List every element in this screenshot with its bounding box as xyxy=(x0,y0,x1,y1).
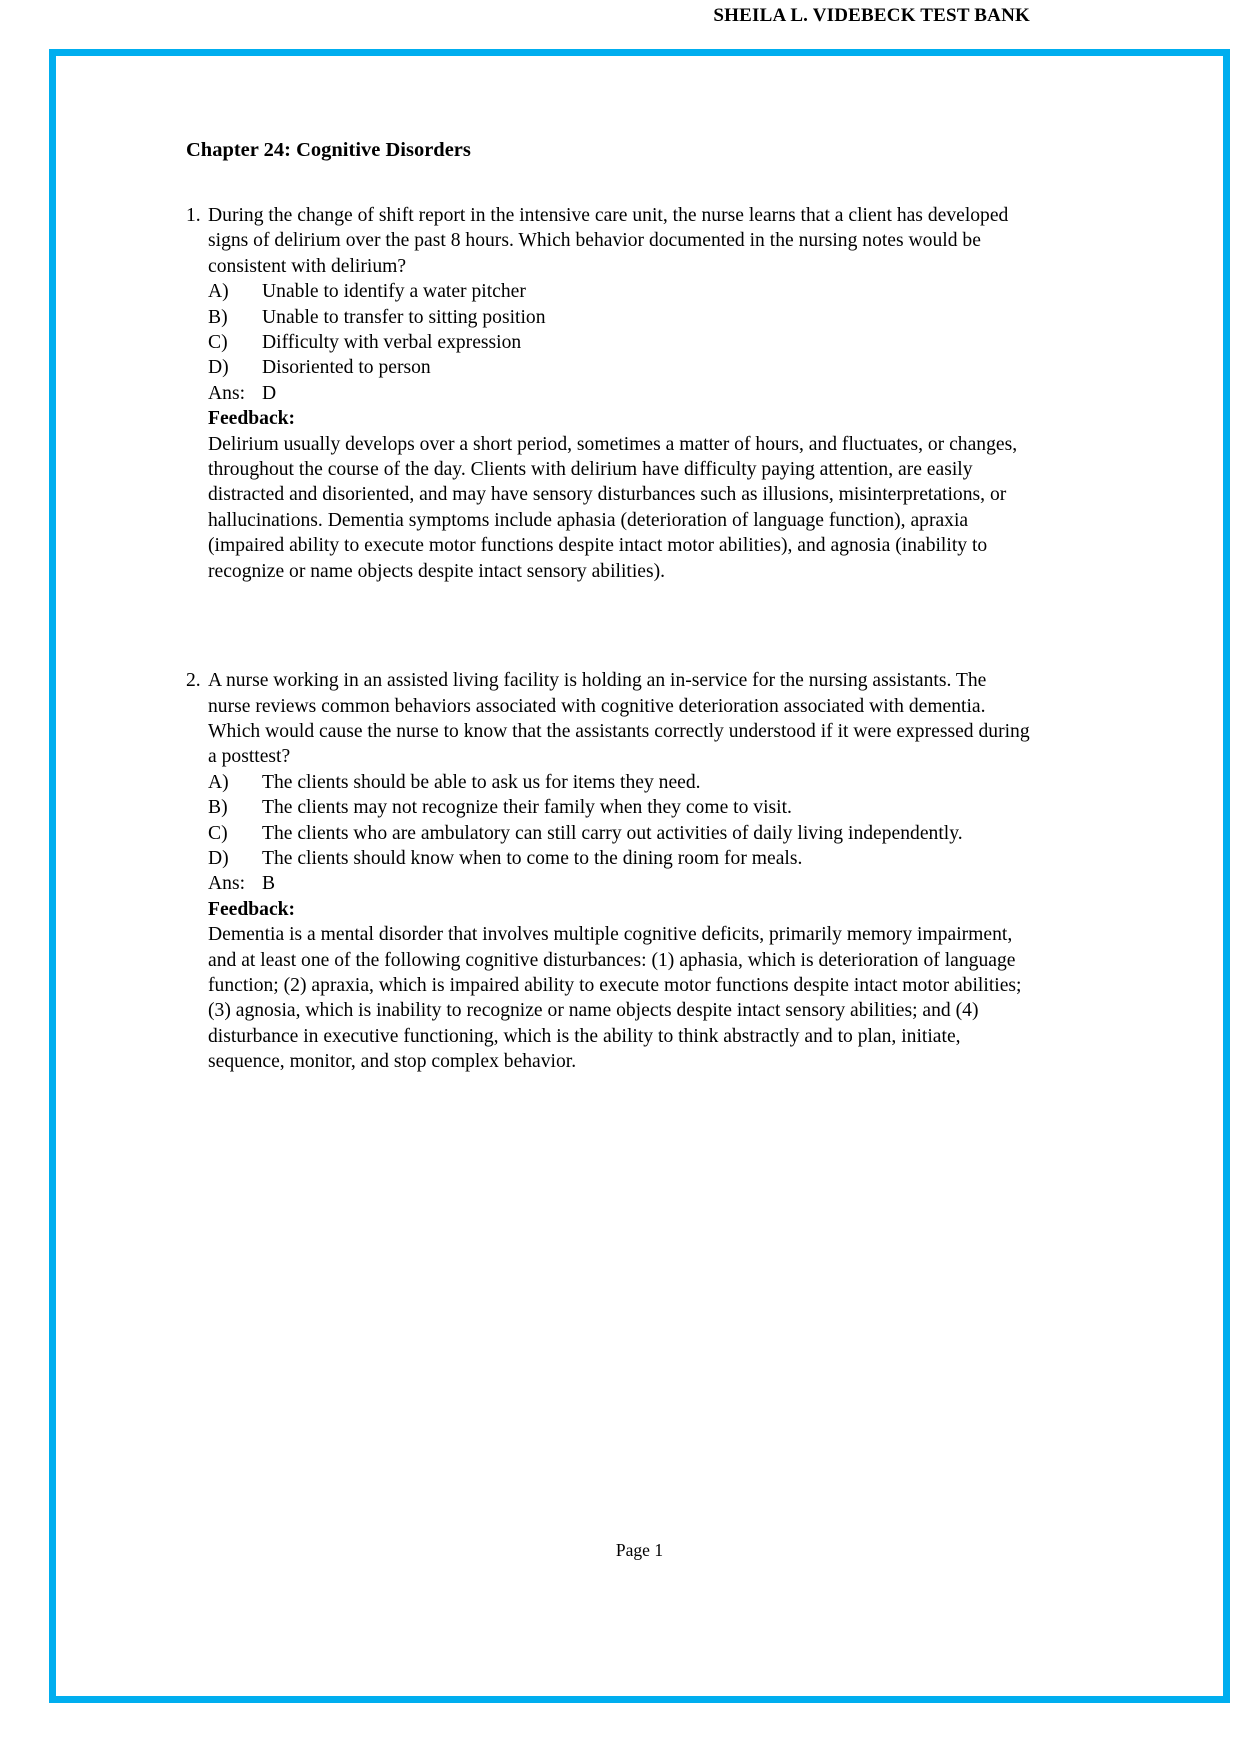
question-stem: A nurse working in an assisted living facility is holding an in-service for the nursing assistants. The nurse reviews common behaviors associated with cognitive deterioration associated with dementia. Which would cause the nurse to know that the assistants correctly understood if it were expressed during a posttest? xyxy=(208,670,1030,768)
answer-row xyxy=(208,381,1030,406)
page-number: Page 1 xyxy=(615,1540,664,1560)
feedback-text: Delirium usually develops over a short period, sometimes a matter of hours, and fluctuates, or changes, throughout the course of the day. Clients with delirium have difficulty paying attention, are easily distracted and disoriented, and may have sensory disturbances such as illusions, misinterpretations, or hallucinations. Dementia symptoms include aphasia (deterioration of language function), apraxia (impaired ability to execute motor functions despite intact motor abilities), and agnosia (inability to recognize or name objects despite intact sensory abilities). xyxy=(208,433,1018,582)
answer-label: Ans: xyxy=(208,873,246,895)
question-stem-row xyxy=(186,203,1030,279)
answer-value: B xyxy=(262,873,276,895)
option-d xyxy=(208,355,1030,380)
option-text: Unable to transfer to sitting position xyxy=(262,306,546,328)
feedback-label: Feedback: xyxy=(208,408,296,430)
option-text: The clients should know when to come to the dining room for meals. xyxy=(262,847,803,869)
question-body xyxy=(208,770,1030,1075)
option-text: The clients may not recognize their family when they come to visit. xyxy=(262,797,792,819)
document-header: SHEILA L. VIDEBECK TEST BANK xyxy=(713,5,1030,26)
answer-label: Ans: xyxy=(208,382,246,404)
question-body xyxy=(208,279,1030,584)
option-text: Unable to identify a water pitcher xyxy=(262,281,526,303)
option-letter: D) xyxy=(208,357,229,379)
option-letter: C) xyxy=(208,332,228,354)
feedback-label: Feedback: xyxy=(208,898,296,920)
question-number: 2. xyxy=(186,670,201,692)
page-border-frame xyxy=(49,49,1230,1703)
option-text: Disoriented to person xyxy=(262,357,431,379)
option-c xyxy=(208,330,1030,355)
option-a xyxy=(208,770,1030,795)
chapter-title: Chapter 24: Cognitive Disorders xyxy=(186,139,471,161)
question-stem: During the change of shift report in the intensive care unit, the nurse learns that a client has developed signs of delirium over the past 8 hours. Which behavior documented in the nursing notes would be consistent with delirium? xyxy=(208,205,1009,277)
option-b xyxy=(208,795,1030,820)
option-text: The clients who are ambulatory can still carry out activities of daily living independently. xyxy=(262,822,963,844)
option-letter: C) xyxy=(208,822,228,844)
question-block-2 xyxy=(186,668,1030,1075)
option-letter: A) xyxy=(208,771,229,793)
page-content xyxy=(56,56,1223,1075)
option-letter: D) xyxy=(208,847,229,869)
answer-value: D xyxy=(262,382,277,404)
option-b xyxy=(208,305,1030,330)
option-letter: B) xyxy=(208,306,228,328)
option-c xyxy=(208,821,1030,846)
feedback-text: Dementia is a mental disorder that involves multiple cognitive deficits, primarily memory impairment, and at least one of the following cognitive disturbances: (1) aphasia, which is deterioration of language function; (2) apraxia, which is impaired ability to execute motor functions despite intact motor abilities; (3) agnosia, which is inability to recognize or name objects despite intact sensory abilities; and (4) disturbance in executive functioning, which is the ability to think abstractly and to plan, initiate, sequence, monitor, and stop complex behavior. xyxy=(208,924,1022,1073)
option-letter: B) xyxy=(208,797,228,819)
option-text: Difficulty with verbal expression xyxy=(262,332,522,354)
question-number: 1. xyxy=(186,205,201,226)
option-a xyxy=(208,279,1030,304)
question-stem-row xyxy=(186,668,1030,770)
option-d xyxy=(208,846,1030,871)
answer-row xyxy=(208,871,1030,896)
option-text: The clients should be able to ask us for items they need. xyxy=(262,771,701,793)
question-block-1 xyxy=(186,203,1030,584)
option-letter: A) xyxy=(208,281,229,303)
